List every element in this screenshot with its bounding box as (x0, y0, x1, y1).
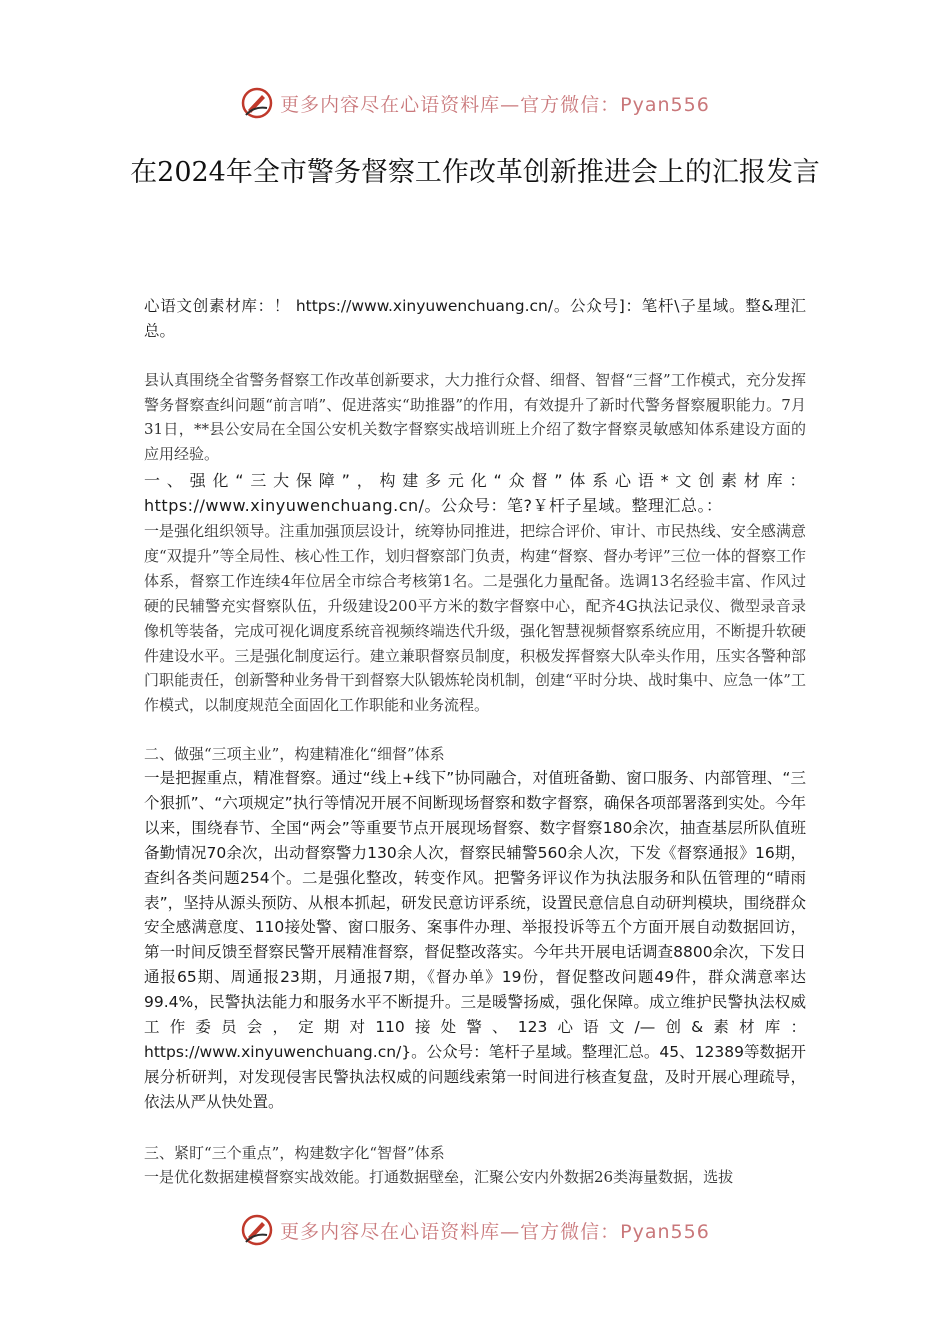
section-2-body: 一是把握重点，精准督察。通过“线上+线下”协同融合，对值班备勤、窗口服务、内部管理、“三个狠抓”、“六项规定”执行等情况开展不间断现场督察和数字督察，确保各项部署落到实处。今年以来，围绕春节、全国“两会”等重要节点开展现场督察、数字督察180余次，抽查基层所队值班备勤情况70余次，出动督察警力130余人次，督察民辅警560余人次，下发《督察通报》16期，查纠各类问题254个。二是强化整改，转变作风。把警务评议作为执法服务和队伍管理的“晴雨表”，坚持从源头预防、从根本抓起，研发民意访评系统，设置民意信息自动研判模块，围绕群众安全感满意度、110接处警、窗口服务、案事件办理、举报投诉等五个方面开展自动数据回访，第一时间反馈至督察民警开展精准督察，督促整改落实。今年共开展电话调查8800余次，下发日通报65期、周通报23期，月通报7期，《督办单》19份，督促整改问题49件，群众满意率达99.4%，民警执法能力和服务水平不断提升。三是暖警扬威，强化保障。成立维护民警执法权威工作委员会，定期对110接处警、123心语文/—创&素材库：https://www.xinyuwenchuang.cn/}。公众号：笔杆子星域。整理汇总。45、12389等数据开展分析研判，对发现侵害民警执法权威的问题线索第一时间进行核查复盘，及时开展心理疏导，依法从严从快处置。 (144, 769, 806, 1111)
logo-icon (240, 86, 274, 120)
section-2-heading: 二、做强“三项主业”，构建精准化“细督”体系 (144, 745, 445, 763)
intro-paragraph: 县认真围绕全省警务督察工作改革创新要求，大力推行众督、细督、智督“三督”工作模式，充分发挥警务督察查纠问题“前言哨”、促进落实“助推器”的作用，有效提升了新时代警务督察履职能力。7月31日，**县公安局在全国公安机关数字督察实战培训班上介绍了数字督察灵敏感知体系建设方面的应用经验。 (144, 371, 806, 463)
section-3-heading: 三、紧盯“三个重点”，构建数字化“智督”体系 (144, 1144, 445, 1162)
section-1-heading: 一、强化“三大保障”，构建多元化“众督”体系心语*文创素材库：https://www.xinyuwenchuang.cn/。公众号：笔?￥杆子星域。整理汇总。： (144, 471, 806, 515)
watermark-banner-top (0, 83, 950, 123)
watermark-banner-bottom (0, 1210, 950, 1250)
watermark-text: 更多内容尽在心语资料库—官方微信：Pyan556 (280, 93, 710, 116)
logo-icon (240, 1213, 274, 1247)
source-note: 心语文创素材库：！ https://www.xinyuwenchuang.cn/。公众号]：笔杆\子星域。整&理汇总。 (144, 297, 806, 340)
watermark-text: 更多内容尽在心语资料库—官方微信：Pyan556 (280, 1220, 710, 1243)
section-1-body: 一是强化组织领导。注重加强顶层设计，统筹协同推进，把综合评价、审计、市民热线、安全感满意度“双提升”等全局性、核心性工作，划归督察部门负责，构建“督察、督办考评”三位一体的督察工作体系，督察工作连续4年位居全市综合考核第1名。二是强化力量配备。选调13名经验丰富、作风过硬的民辅警充实督察队伍，升级建设200平方米的数字督察中心，配齐4G执法记录仪、微型录音录像机等装备，完成可视化调度系统音视频终端迭代升级，强化智慧视频督察系统应用，不断提升软硬件建设水平。三是强化制度运行。建立兼职督察员制度，积极发挥督察大队牵头作用，压实各警种部门职能责任，创新警种业务骨干到督察大队锻炼轮岗机制，创建“平时分块、战时集中、应急一体”工作模式，以制度规范全面固化工作职能和业务流程。 (144, 522, 806, 715)
document-title: 在2024年全市警务督察工作改革创新推进会上的汇报发言 (130, 157, 820, 188)
section-3-body: 一是优化数据建模督察实战效能。打通数据壁垒，汇聚公安内外数据26类海量数据，选拔 (144, 1168, 734, 1186)
